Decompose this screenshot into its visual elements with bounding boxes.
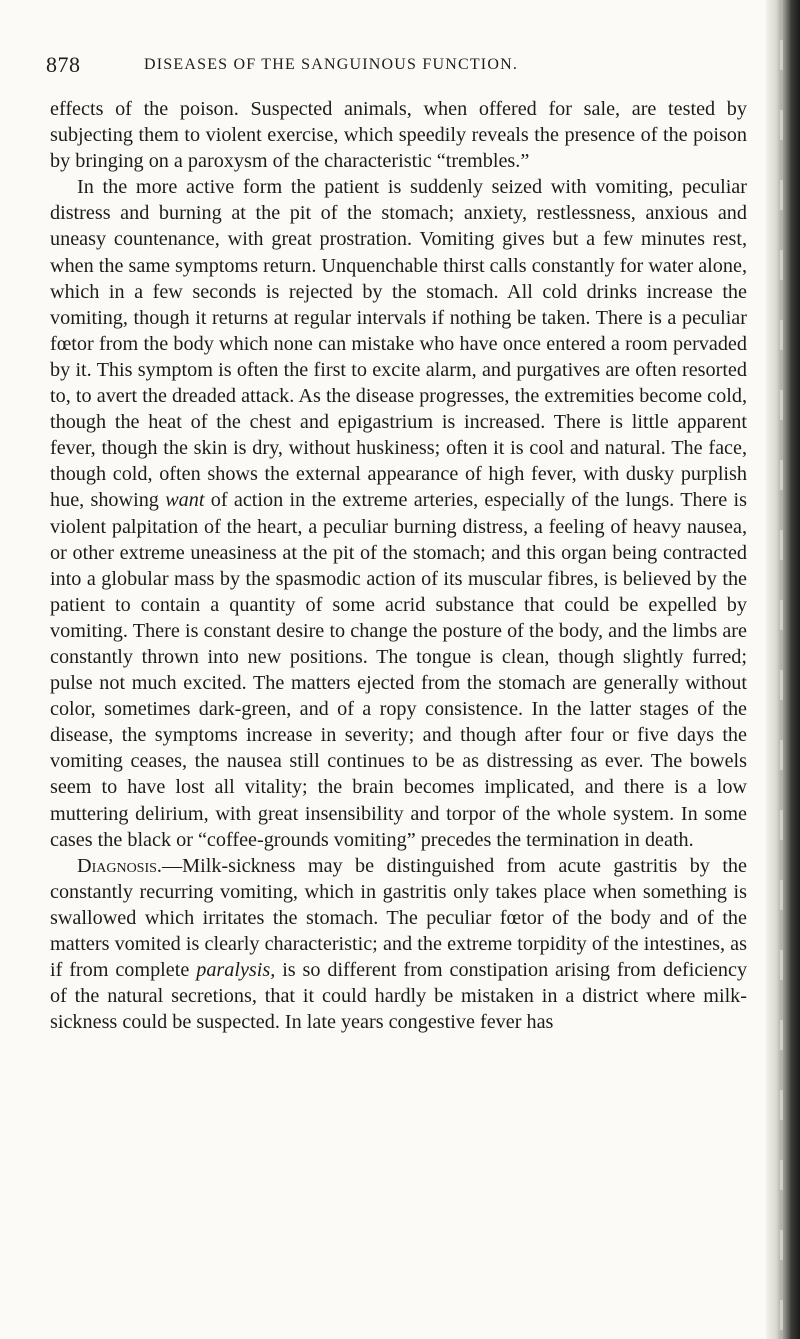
paragraph-text: —Milk-sickness may be distinguished from acute gastritis by the constantly recurring vomiting, which in gastritis only takes place when something is swallowed which irritates the stomach. The peculiar fœtor of the body and of the matters vomited is clearly characteristic; and the extreme torpidity of the intestines, as if from complete (50, 854, 747, 982)
emphasis-text: want (165, 489, 205, 512)
section-heading-diagnosis: Diagnosis. (77, 854, 162, 877)
paragraph-diagnosis (50, 853, 747, 1036)
running-head: DISEASES OF THE SANGUINOUS FUNCTION. (144, 56, 519, 73)
paragraph-text: is so different from constipation arising from deficiency of the natural secretions, that it could hardly be mistaken in a district where milk-sickness could be suspected. In late years congestive fever has (50, 959, 748, 1034)
page-number: 878 (46, 52, 81, 77)
emphasis-text: paralysis, (196, 959, 276, 982)
paragraph-symptoms (50, 174, 747, 852)
body-text (50, 96, 747, 1035)
page-edge-shadow (766, 0, 800, 1339)
paragraph-text: In the more active form the patient is suddenly seized with vomiting, peculiar distress and burning at the pit of the stomach; anxiety, restlessness, anxious and uneasy countenance, with great prostration. Vomiting gives but a few minutes rest, when the same symptoms return. Unquenchable thirst calls constantly for water alone, which in a few seconds is rejected by the stomach. All cold drinks increase the vomiting, though it returns at regular intervals if nothing be taken. There is a peculiar fœtor from the body which none can mistake who have once entered a room pervaded by it. This symptom is often the first to excite alarm, and purgatives are often resorted to, to avert the dreaded attack. As the disease progresses, the extremities become cold, though the heat of the chest and epigastrium is increased. There is little apparent fever, though the skin is dry, without huskiness; often it is cool and natural. The face, though cold, often shows the external appearance of high fever, with dusky purplish hue, showing (50, 176, 747, 512)
paragraph-continuation: effects of the poison. Suspected animals, when offered for sale, are tested by subjecting them to violent exercise, which speedily reveals the presence of the poison by bringing on a paroxysm of the characteristic “trembles.” (50, 98, 747, 173)
paragraph-text: of action in the extreme arteries, especially of the lungs. There is violent palpitation of the heart, a peculiar burning distress, a feeling of heavy nausea, or other extreme uneasiness at the pit of the stomach; and this organ being contracted into a globular mass by the spasmodic action of its muscular fibres, is believed by the patient to contain a quantity of some acrid substance that could be expelled by vomiting. There is constant desire to change the posture of the body, and the limbs are constantly thrown into new positions. The tongue is clean, though slightly furred; pulse not much excited. The matters ejected from the stomach are generally without color, sometimes dark-green, and of a ropy consistence. In the latter stages of the disease, the symptoms increase in severity; and though after four or five days the vomiting ceases, the nausea still continues to be as distressing as ever. The bowels seem to have lost all vitality; the brain becomes implicated, and there is a low muttering delirium, with great insensibility and torpor of the whole system. In some cases the black or “coffee-grounds vomiting” precedes the termination in death. (50, 489, 748, 851)
page-header (46, 52, 746, 86)
